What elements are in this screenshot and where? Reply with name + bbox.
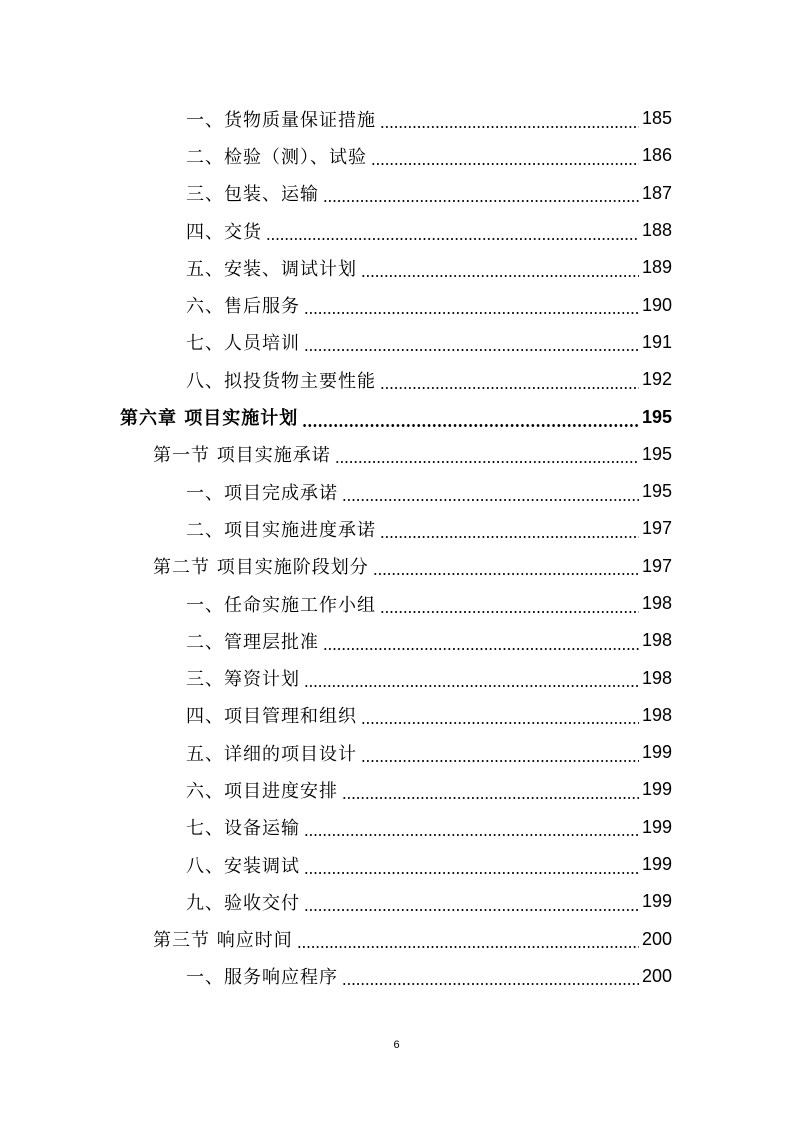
toc-entry-page-number: 197: [641, 555, 672, 576]
toc-entry-title: 第三节 响应时间: [153, 930, 293, 952]
toc-dot-leader: [304, 349, 639, 351]
toc-item-entry[interactable]: [0, 958, 793, 995]
toc-dot-leader: [323, 648, 639, 650]
toc-entry-page-number: 198: [641, 667, 672, 688]
toc-entry-page-number: 199: [641, 742, 672, 763]
toc-entry-title: 二、管理层批准: [186, 631, 319, 653]
toc-entry-title: 四、项目管理和组织: [186, 706, 357, 728]
toc-item-entry[interactable]: [0, 510, 793, 547]
toc-dot-leader: [266, 238, 639, 240]
toc-entry-page-number: 200: [641, 928, 672, 949]
toc-entry-page-number: 200: [641, 965, 672, 986]
toc-item-entry[interactable]: [0, 249, 793, 286]
toc-section-entry[interactable]: [0, 436, 793, 473]
toc-entry-page-number: 199: [641, 854, 672, 875]
toc-chapter-entry[interactable]: [0, 398, 793, 435]
toc-entry-page-number: 189: [641, 257, 672, 278]
toc-entry-title: 第一节 项目实施承诺: [153, 445, 331, 467]
toc-item-entry[interactable]: [0, 175, 793, 212]
toc-entry-page-number: 185: [641, 108, 672, 129]
table-of-contents: [0, 100, 793, 995]
toc-item-entry[interactable]: [0, 361, 793, 398]
toc-item-entry[interactable]: [0, 697, 793, 734]
toc-entry-title: 四、交货: [186, 221, 262, 243]
toc-entry-page-number: 198: [641, 630, 672, 651]
toc-entry-title: 二、项目实施进度承诺: [186, 519, 376, 541]
toc-entry-title: 五、安装、调试计划: [186, 258, 357, 280]
toc-entry-title: 第二节 项目实施阶段划分: [153, 557, 369, 579]
toc-dot-leader: [304, 312, 639, 314]
toc-entry-title: 第六章 项目实施计划: [120, 408, 299, 430]
toc-item-entry[interactable]: [0, 324, 793, 361]
toc-dot-leader: [380, 536, 639, 538]
toc-entry-page-number: 199: [641, 891, 672, 912]
toc-dot-leader: [342, 499, 639, 501]
toc-dot-leader: [380, 387, 639, 389]
toc-dot-leader: [342, 983, 639, 985]
toc-entry-page-number: 199: [641, 779, 672, 800]
toc-entry-title: 八、拟投货物主要性能: [186, 370, 376, 392]
toc-item-entry[interactable]: [0, 734, 793, 771]
toc-item-entry[interactable]: [0, 286, 793, 323]
toc-dot-leader: [304, 909, 639, 911]
toc-entry-page-number: 198: [641, 704, 672, 725]
toc-item-entry[interactable]: [0, 771, 793, 808]
toc-entry-page-number: 186: [641, 145, 672, 166]
toc-entry-page-number: 197: [641, 518, 672, 539]
toc-entry-page-number: 195: [641, 443, 672, 464]
toc-dot-leader: [361, 760, 639, 762]
toc-entry-title: 八、安装调试: [186, 855, 300, 877]
toc-entry-page-number: 195: [641, 481, 672, 502]
toc-item-entry[interactable]: [0, 809, 793, 846]
toc-section-entry[interactable]: [0, 548, 793, 585]
toc-item-entry[interactable]: [0, 212, 793, 249]
toc-dot-leader: [297, 946, 639, 948]
toc-entry-page-number: 188: [641, 220, 672, 241]
toc-dot-leader: [373, 573, 639, 575]
toc-section-entry[interactable]: [0, 921, 793, 958]
toc-entry-title: 三、包装、运输: [186, 184, 319, 206]
toc-entry-title: 一、任命实施工作小组: [186, 594, 376, 616]
toc-entry-title: 一、货物质量保证措施: [186, 109, 376, 131]
toc-item-entry[interactable]: [0, 883, 793, 920]
toc-entry-page-number: 198: [641, 593, 672, 613]
toc-item-entry[interactable]: [0, 137, 793, 174]
toc-dot-leader: [304, 872, 639, 874]
toc-item-entry[interactable]: [0, 585, 793, 622]
toc-item-entry[interactable]: [0, 659, 793, 696]
toc-dot-leader: [335, 461, 639, 463]
toc-entry-title: 二、检验（测）、试验: [186, 146, 367, 168]
toc-entry-page-number: 187: [641, 182, 672, 203]
toc-entry-title: 七、设备运输: [186, 818, 300, 840]
toc-entry-page-number: 199: [641, 816, 672, 837]
toc-entry-title: 三、筹资计划: [186, 669, 300, 691]
toc-entry-title: 六、售后服务: [186, 296, 300, 318]
toc-dot-leader: [371, 163, 639, 165]
toc-dot-leader: [361, 722, 639, 724]
toc-entry-title: 一、服务响应程序: [186, 967, 338, 989]
toc-entry-title: 七、人员培训: [186, 333, 300, 355]
toc-dot-leader: [304, 685, 639, 687]
toc-dot-leader: [302, 424, 639, 427]
toc-entry-page-number: 192: [641, 369, 672, 390]
toc-dot-leader: [304, 834, 639, 836]
toc-entry-title: 九、验收交付: [186, 892, 300, 914]
toc-entry-page-number: 190: [641, 294, 672, 315]
toc-entry-title: 五、详细的项目设计: [186, 743, 357, 765]
toc-dot-leader: [323, 200, 639, 202]
toc-item-entry[interactable]: [0, 473, 793, 510]
toc-item-entry[interactable]: [0, 622, 793, 659]
toc-dot-leader: [361, 275, 639, 277]
toc-dot-leader: [380, 126, 639, 128]
toc-item-entry[interactable]: [0, 846, 793, 883]
page-number: 6: [393, 1039, 400, 1051]
toc-dot-leader: [380, 611, 639, 613]
toc-item-entry[interactable]: [0, 100, 793, 137]
toc-entry-title: 六、项目进度安排: [186, 780, 338, 802]
toc-entry-title: 一、项目完成承诺: [186, 482, 338, 504]
toc-entry-page-number: 191: [641, 331, 672, 352]
toc-entry-page-number: 195: [641, 406, 672, 427]
toc-dot-leader: [342, 797, 639, 799]
